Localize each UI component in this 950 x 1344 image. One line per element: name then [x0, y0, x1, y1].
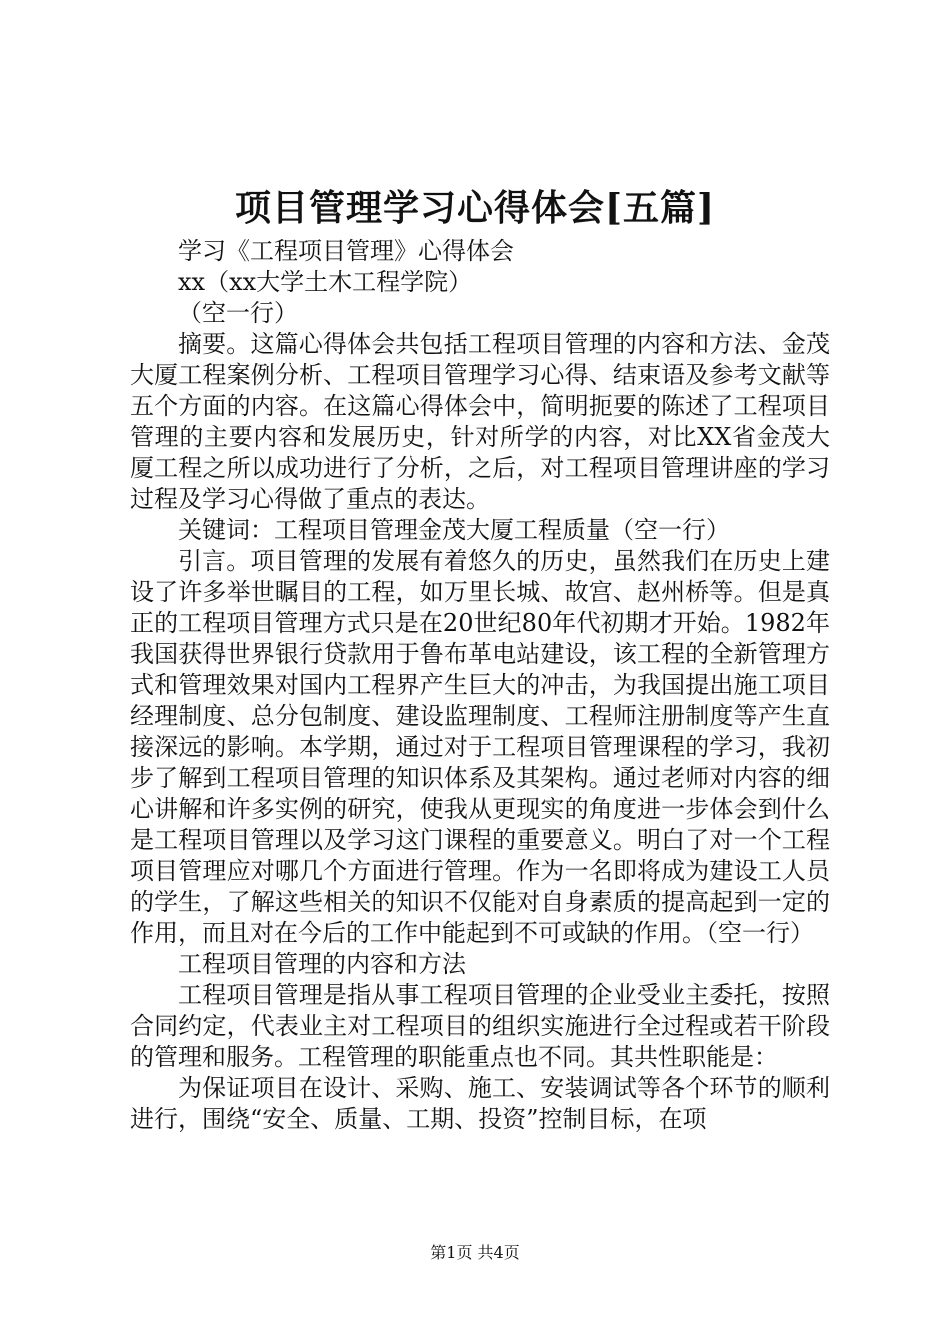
- paragraph-introduction: 引言。项目管理的发展有着悠久的历史，虽然我们在历史上建设了许多举世瞩目的工程，如万里长城、故宫、赵州桥等。但是真正的工程项目管理方式只是在20世纪80年代初期才开始。1982年我国获得世界银行贷款用于鲁布革电站建设，该工程的全新管理方式和管理效果对国内工程界产生巨大的冲击，为我国提出施工项目经理制度、总分包制度、建设监理制度、工程师注册制度等产生直接深远的影响。本学期，通过对于工程项目管理课程的学习，我初步了解到工程项目管理的知识体系及其架构。通过老师对内容的细心讲解和许多实例的研究，使我从更现实的角度进一步体会到什么是工程项目管理以及学习这门课程的重要意义。明白了对一个工程项目管理应对哪几个方面进行管理。作为一名即将成为建设工人员的学生，了解这些相关的知识不仅能对自身素质的提高起到一定的作用，而且对在今后的工作中能起到不可或缺的作用。（空一行）: [130, 547, 830, 947]
- section-heading: 工程项目管理的内容和方法: [178, 950, 466, 978]
- paragraph-blank-line-note: （空一行）: [178, 299, 298, 327]
- page-footer: 第1页 共4页: [430, 1243, 520, 1262]
- document-title: 项目管理学习心得体会[五篇]: [234, 187, 716, 229]
- paragraph-functions: 为保证项目在设计、采购、施工、安装调试等各个环节的顺利进行，围绕“安全、质量、工期、投资”控制目标，在项: [130, 1074, 830, 1133]
- paragraph-abstract: 摘要。这篇心得体会共包括工程项目管理的内容和方法、金茂大厦工程案例分析、工程项目管理学习心得、结束语及参考文献等五个方面的内容。在这篇心得体会中，简明扼要的陈述了工程项目管理的主要内容和发展历史，针对所学的内容，对比XX省金茂大厦工程之所以成功进行了分析，之后，对工程项目管理讲座的学习过程及学习心得做了重点的表达。: [130, 330, 830, 513]
- paragraph-keywords: 关键词：工程项目管理金茂大厦工程质量（空一行）: [178, 516, 730, 544]
- paragraph-subtitle: 学习《工程项目管理》心得体会: [178, 237, 514, 265]
- paragraph-definition: 工程项目管理是指从事工程项目管理的企业受业主委托，按照合同约定，代表业主对工程项目的组织实施进行全过程或若干阶段的管理和服务。工程管理的职能重点也不同。其共性职能是：: [130, 981, 830, 1071]
- paragraph-author: xx（xx大学土木工程学院）: [178, 268, 473, 296]
- document-body: [130, 236, 830, 1135]
